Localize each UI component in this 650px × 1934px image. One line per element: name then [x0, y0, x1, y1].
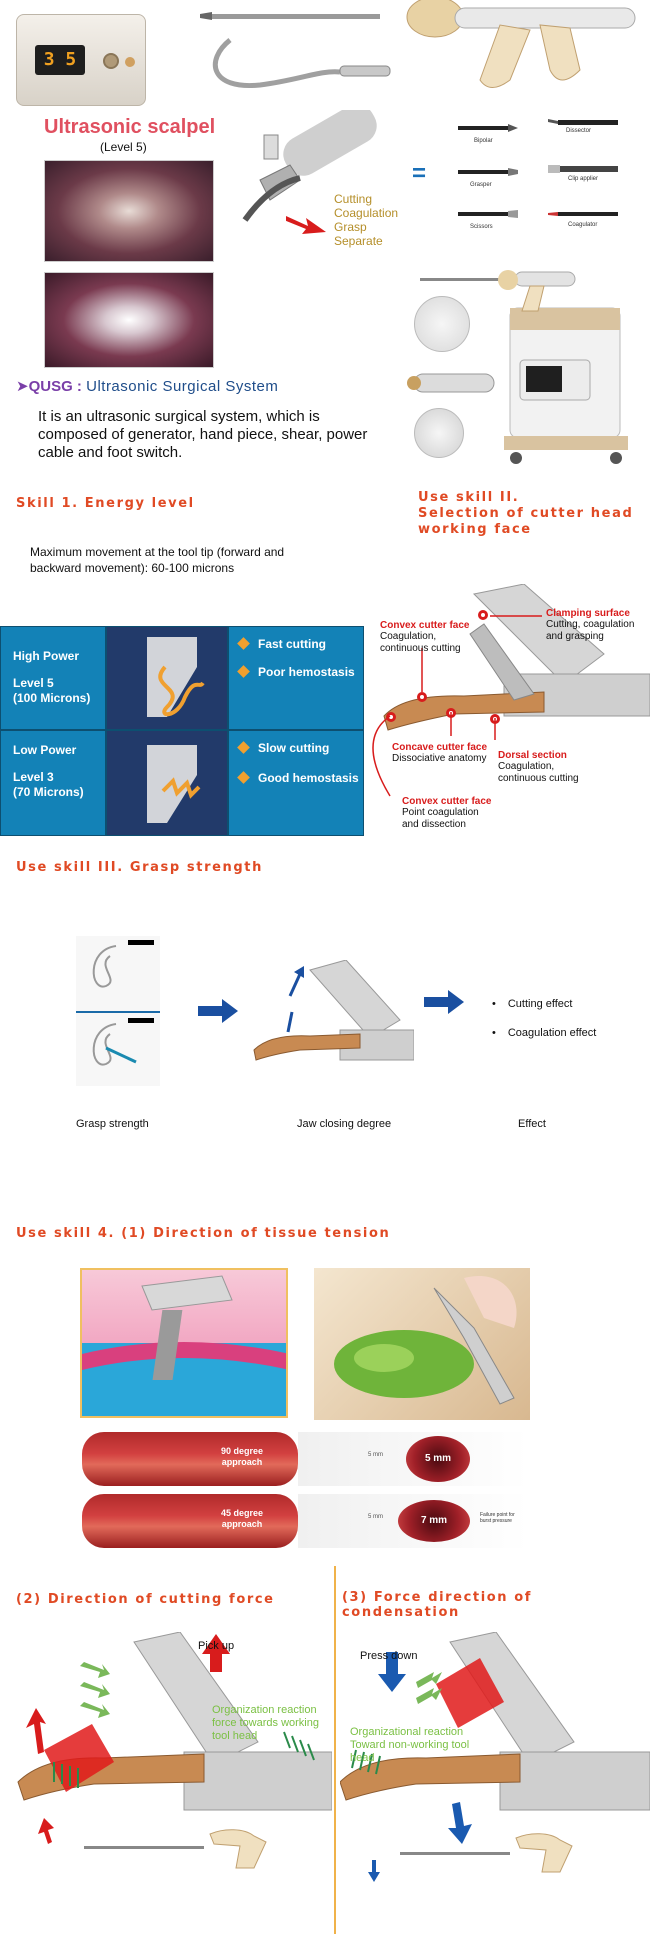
scissors-tool-image — [458, 208, 518, 220]
cutting-vegetables-image — [314, 1268, 530, 1420]
microns-label: (70 Microns) — [13, 785, 84, 799]
tool-label-scissors: Scissors — [470, 224, 493, 230]
label-convex-cutter-face-top — [380, 620, 469, 655]
vessel-45-degree — [82, 1494, 298, 1548]
tissue-image-2 — [44, 272, 214, 368]
coagulator-tool-image — [548, 208, 618, 220]
dissector-tool-image — [548, 116, 618, 128]
energy-row-high-label — [0, 626, 106, 730]
cutting-force-image — [14, 1632, 332, 1876]
transducer-image — [404, 364, 504, 400]
effect-label: Slow cutting — [258, 741, 330, 755]
grasp-strength-image — [76, 936, 160, 1086]
power-label: High Power — [13, 649, 80, 663]
grasper-tool-image — [458, 166, 518, 178]
generator-display: 3 5 — [43, 49, 77, 70]
scalpel-level: (Level 5) — [100, 140, 147, 154]
diamond-bullet-icon — [237, 741, 250, 754]
condensation-heading: (3) Force direction of condensation — [342, 1590, 533, 1620]
tool-label-grasper: Grasper — [470, 182, 492, 188]
press-down-label: Press down — [360, 1650, 418, 1662]
level-label: Level 5 — [13, 676, 54, 690]
caption-jaw-closing-degree: Jaw closing degree — [297, 1118, 392, 1130]
energy-row-high-image — [106, 626, 228, 730]
vessel2-measure: 5 mm — [368, 1514, 383, 1520]
label-desc: and grasping — [546, 631, 604, 642]
generator-port — [125, 57, 135, 67]
label-desc: Coagulation, — [498, 761, 555, 772]
label-clamping-surface — [546, 608, 634, 643]
qusg-separator: : — [72, 378, 87, 395]
vessel1-section — [406, 1436, 470, 1482]
function-item: Grasp — [334, 220, 367, 234]
tool-label-clip-applier: Clip applier — [568, 176, 599, 182]
diamond-bullet-icon — [237, 665, 250, 678]
energy-row-high-effects — [228, 626, 364, 730]
level-label: Level 3 — [13, 770, 54, 784]
tool-label-coagulator: Coagulator — [568, 222, 598, 228]
diamond-bullet-icon — [237, 771, 250, 784]
cutting-force-heading: (2) Direction of cutting force — [16, 1592, 275, 1607]
effects-list — [492, 990, 596, 1048]
skill2-heading-line: working face — [418, 522, 532, 537]
vessel1-size: 5 mm — [424, 1453, 452, 1464]
low-power-blade-image — [107, 731, 227, 835]
effect-label: Fast cutting — [258, 637, 326, 651]
label-desc: Coagulation, — [380, 631, 437, 642]
skill2-heading-line: Selection of cutter head — [418, 506, 634, 521]
qusg-abbr: QUSG — [28, 378, 73, 395]
label-convex-cutter-face-tip — [402, 796, 491, 831]
function-item: Separate — [334, 234, 383, 248]
energy-row-low-effects — [228, 730, 364, 836]
label-title: Convex cutter face — [380, 620, 470, 631]
vessel-45-gap — [298, 1494, 528, 1548]
equals-sign: = — [412, 160, 427, 187]
tissue-image-1 — [44, 160, 214, 262]
label-title: Convex cutter face — [402, 796, 492, 807]
handpiece-top-image — [200, 0, 645, 115]
energy-row-low-image — [106, 730, 228, 836]
skill2-heading-line: Use skill II. — [418, 490, 520, 505]
effect-item: Cutting effect — [507, 998, 573, 1010]
label-title: Dorsal section — [498, 750, 567, 761]
caption-grasp-strength: Grasp strength — [76, 1118, 149, 1130]
tool-label-dissector: Dissector — [566, 128, 592, 134]
tissue-tension-diagram — [80, 1268, 288, 1418]
microns-label: (100 Microns) — [13, 691, 91, 705]
qusg-arrow-icon: ➤ — [16, 378, 29, 395]
effect-label: Good hemostasis — [258, 771, 359, 785]
connector-closeup-circle — [414, 408, 464, 458]
label-dorsal-section — [498, 750, 579, 785]
system-description: It is an ultrasonic surgical system, which is composed of generator, hand piece, shear, power cable and foot switch. — [38, 408, 368, 461]
label-desc: Point coagulation — [402, 807, 479, 818]
effect-item: Coagulation effect — [507, 1027, 597, 1039]
bullet-icon: • — [492, 998, 496, 1010]
function-list — [334, 192, 398, 248]
qusg-full-name: Ultrasonic Surgical System — [86, 378, 279, 395]
label-desc: continuous cutting — [498, 773, 579, 784]
skill4-heading: Use skill 4. (1) Direction of tissue tension — [16, 1226, 391, 1241]
condensation-reaction-text: Organizational reaction Toward non-working tool head — [350, 1726, 470, 1764]
label-desc: Dissociative anatomy — [392, 753, 487, 764]
pick-up-label: Pick up — [198, 1640, 235, 1652]
function-item: Cutting — [334, 192, 373, 206]
bipolar-tool-image — [458, 122, 518, 134]
label-desc: continuous cutting — [380, 643, 461, 654]
cutting-reaction-text: Organization reaction force towards working tool head — [212, 1704, 319, 1742]
bullet-icon: • — [492, 1027, 496, 1039]
vessel-90-degree — [82, 1432, 298, 1486]
skill3-heading: Use skill III. Grasp strength — [16, 860, 263, 875]
label-title: Concave cutter face — [392, 742, 488, 753]
section-divider — [334, 1566, 336, 1934]
diamond-bullet-icon — [237, 637, 250, 650]
function-item: Coagulation — [334, 206, 399, 220]
qusg-title — [16, 377, 278, 395]
tool-grid — [458, 110, 648, 235]
jaw-closeup-circle — [414, 296, 470, 352]
tool-label-bipolar: Bipolar — [474, 138, 493, 144]
vegetables-image — [314, 1268, 530, 1420]
vessel2-note: Failure point for burst pressure — [480, 1512, 515, 1524]
label-desc: and dissection — [402, 819, 466, 830]
high-power-blade-image — [107, 627, 227, 729]
skill1-heading: Skill 1. Energy level — [16, 496, 195, 511]
scalpel-title: Ultrasonic scalpel — [44, 116, 216, 138]
generator-knob — [103, 53, 119, 69]
jaw-closing-image — [250, 960, 414, 1064]
generator-screen — [35, 45, 85, 75]
vessel2-label: 45 degree approach — [220, 1508, 264, 1529]
effect-label: Poor hemostasis — [258, 665, 355, 679]
label-desc: Cutting, coagulation — [546, 619, 635, 630]
skill1-note: Maximum movement at the tool tip (forward and backward movement): 60-100 microns — [30, 545, 285, 575]
generator-device — [16, 14, 146, 106]
tension-blade-image — [82, 1270, 288, 1418]
label-title: Clamping surface — [546, 608, 630, 619]
vessel1-measure: 5 mm — [368, 1452, 383, 1458]
vessel1-label: 90 degree approach — [220, 1446, 264, 1467]
vessel2-size: 7 mm — [420, 1515, 448, 1526]
vessel-90-gap — [298, 1432, 528, 1486]
clip-applier-tool-image — [548, 162, 618, 176]
label-concave-cutter-face — [392, 742, 487, 765]
vessel2-section — [398, 1500, 470, 1542]
power-label: Low Power — [13, 743, 77, 757]
skill2-heading — [418, 490, 633, 538]
energy-row-low-label — [0, 730, 106, 836]
red-pointer-arrow — [286, 212, 326, 236]
caption-effect: Effect — [518, 1118, 546, 1130]
